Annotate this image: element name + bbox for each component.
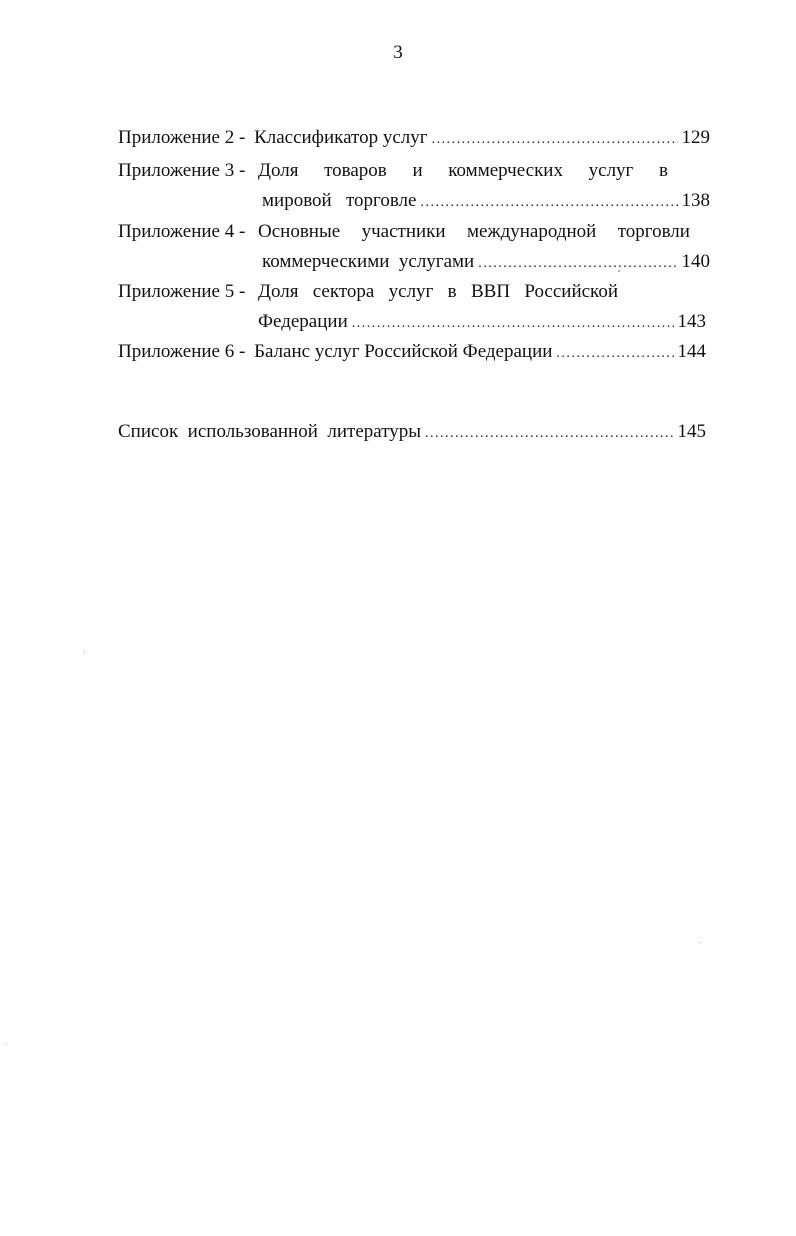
scan-speck (84, 652, 85, 653)
dot-leader (478, 250, 677, 278)
toc-entry-appendix-5[interactable] (118, 278, 618, 306)
toc-entry-page: 145 (677, 421, 706, 442)
toc-entry-page: 129 (681, 127, 710, 148)
toc-entry-title-line2: Федерации (258, 311, 348, 332)
scan-speck (700, 942, 701, 943)
toc-entry-references[interactable] (118, 418, 706, 446)
toc-entry-title-line1: Доля товаров и коммерческих услуг в (258, 160, 668, 181)
toc-entry-appendix-3-continued (262, 187, 710, 215)
dot-leader (556, 340, 673, 368)
toc-entry-title: Классификатор услуг (254, 127, 428, 148)
toc-entry-title-line2: мировой торговле (262, 190, 417, 211)
toc-entry-appendix-5-continued (258, 308, 706, 336)
toc-entry-appendix-3[interactable] (118, 157, 668, 185)
toc-entry-prefix: Приложение 3 - (118, 160, 246, 181)
toc-entry-title: Список использованной литературы (118, 421, 422, 442)
toc-entry-appendix-2[interactable] (118, 124, 710, 152)
toc-entry-title-line2: коммерческими услугами (262, 251, 475, 272)
dot-leader (420, 189, 677, 217)
scan-speck (618, 270, 620, 272)
toc-entry-prefix: Приложение 6 - (118, 341, 246, 362)
dot-leader (432, 126, 678, 154)
toc-entry-page: 140 (681, 251, 710, 272)
toc-entry-title-line1: Доля сектора услуг в ВВП Российской (258, 281, 618, 302)
dot-leader (425, 420, 673, 448)
toc-entry-prefix: Приложение 5 - (118, 281, 246, 302)
toc-entry-appendix-4-continued (262, 248, 710, 276)
toc-entry-appendix-6[interactable] (118, 338, 706, 366)
dot-leader (352, 310, 674, 338)
toc-entry-page: 138 (681, 190, 710, 211)
scan-speck (6, 1044, 7, 1045)
toc-entry-page: 144 (677, 341, 706, 362)
toc-entry-prefix: Приложение 2 - (118, 127, 246, 148)
toc-entry-title: Баланс услуг Российской Федерации (254, 341, 553, 362)
page-number: 3 (393, 42, 403, 63)
toc-entry-prefix: Приложение 4 - (118, 221, 246, 242)
toc-entry-page: 143 (677, 311, 706, 332)
toc-entry-appendix-4[interactable] (118, 218, 690, 246)
toc-entry-title-line1: Основные участники международной торговли (258, 221, 690, 242)
